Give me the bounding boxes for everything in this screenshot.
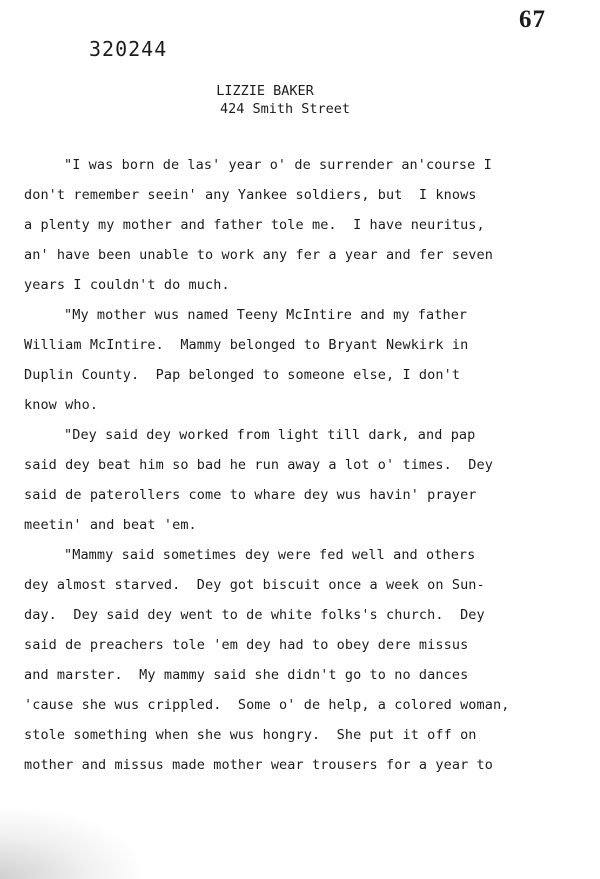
text-line: "Mammy said sometimes dey were fed well and others — [64, 547, 476, 563]
text-line: "I was born de las' year o' de surrender an'course I — [64, 157, 492, 173]
text-line: and marster. My mammy said she didn't go to no dances — [24, 667, 469, 683]
subject-address: 424 Smith Street — [219, 101, 350, 117]
text-line: said de preachers tole 'em dey had to obey dere missus — [24, 637, 469, 653]
text-line: William McIntire. Mammy belonged to Bryant Newkirk in — [24, 337, 469, 353]
text-line: said dey beat him so bad he run away a lot o' times. Dey — [24, 457, 493, 473]
text-line: "My mother wus named Teeny McIntire and my father — [64, 307, 468, 323]
text-line: said de paterollers come to whare dey wus havin' prayer — [24, 487, 477, 503]
text-line: "Dey said dey worked from light till dark, and pap — [64, 427, 476, 443]
text-line: years I couldn't do much. — [24, 277, 230, 293]
text-line: stole something when she wus hongry. She put it off on — [24, 727, 477, 743]
text-line: meetin' and beat 'em. — [24, 517, 197, 533]
document-header — [180, 82, 350, 118]
document-id: 320244 — [89, 37, 168, 61]
text-line: mother and missus made mother wear trousers for a year to — [24, 757, 493, 773]
page-number: 67 — [519, 6, 546, 33]
text-line: an' have been unable to work any fer a year and fer seven — [24, 247, 493, 263]
text-line: know who. — [24, 397, 99, 413]
text-line: dey almost starved. Dey got biscuit once a week on Sun- — [24, 577, 485, 593]
subject-name: LIZZIE BAKER — [216, 83, 314, 99]
text-line: don't remember seein' any Yankee soldiers, but I knows — [24, 187, 477, 203]
text-line: 'cause she wus crippled. Some o' de help, a colored woman, — [24, 697, 510, 713]
text-line: day. Dey said dey went to de white folks's church. Dey — [24, 607, 485, 623]
text-line: Duplin County. Pap belonged to someone else, I don't — [24, 367, 461, 383]
scan-smudge — [0, 809, 140, 879]
text-line: a plenty my mother and father tole me. I have neuritus, — [24, 217, 485, 233]
